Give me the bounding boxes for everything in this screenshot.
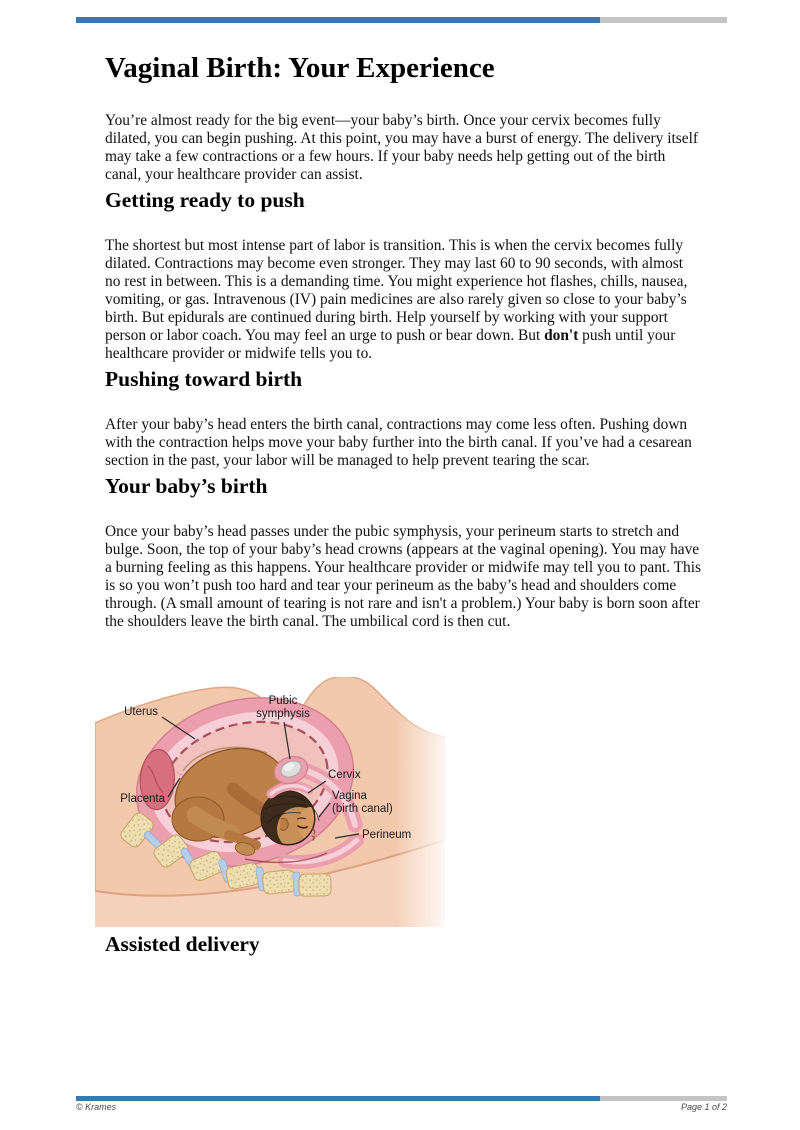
section-heading-your-babys-birth: Your baby’s birth	[105, 474, 268, 498]
section-paragraph-pushing-toward-birth: After your baby’s head enters the birth canal, contractions may come less often. Pushing down with the contraction helps move your baby further into the birth canal. If you’ve had a cesarean section in the past, your labor will be managed to help prevent tearing the scar.	[105, 415, 692, 469]
footer	[76, 1102, 727, 1112]
pubic-symphysis-label-line2: symphysis	[256, 707, 310, 720]
uterus-label: Uterus	[124, 705, 158, 718]
header-accent-bar	[76, 17, 727, 23]
section-paragraph-your-babys-birth: Once your baby’s head passes under the pubic symphysis, your perineum starts to stretch and bulge. Soon, the top of your baby’s head crowns (appears at the vaginal opening). You may have a burning feeling as this happens. Your healthcare provider or midwife may tell you to pant. This is so you won’t push too hard and tear your perineum as the baby’s head and shoulders come through. (A small amount of tearing is not rare and isn't a problem.) Your baby is born soon after the shoulders leave the birth canal. The umbilical cord is then cut.	[105, 522, 701, 630]
bold-emphasis-text: don't	[544, 327, 579, 345]
header-accent-bar-gray	[600, 17, 727, 23]
section-paragraph-getting-ready-to-push	[105, 237, 702, 363]
vagina-label-line2: (birth canal)	[332, 802, 393, 815]
section-heading-pushing-toward-birth: Pushing toward birth	[105, 367, 303, 392]
pubic-symphysis-label-line1: Pubic	[268, 694, 298, 707]
footer-accent-bar-blue	[76, 1096, 600, 1101]
page-title: Vaginal Birth: Your Experience	[105, 52, 495, 84]
placenta-label: Placenta	[120, 792, 165, 805]
header-accent-bar-blue	[76, 17, 600, 23]
baby-ear	[280, 818, 288, 830]
page-number: Page 1 of 2	[680, 1102, 727, 1112]
paragraph-text: The shortest but most intense part of labor is transition. This is when the cervix becomes fully dilated. Contractions may become even stronger. They may last 60 to 90 seconds, with almost no rest in between. This is a demanding time. You might experience hot flashes, chills, nausea, vomiting, or gas. Intravenous (IV) pain medicines are also rarely given so close to your baby’s birth. But epidurals are continued during birth. Help yourself by working with your support person or labor coach. You may feel an urge to push or bear down. But	[105, 237, 688, 345]
section-heading-getting-ready-to-push: Getting ready to push	[105, 188, 305, 213]
footer-accent-bar	[76, 1096, 727, 1101]
intro-paragraph: You’re almost ready for the big event—your baby’s birth. Once your cervix becomes fully dilated, you can begin pushing. At this point, you may have a burst of energy. The delivery itself may take a few contractions or a few hours. If your baby needs help getting out of the birth canal, your healthcare provider can assist.	[105, 112, 698, 184]
birth-anatomy-figure	[95, 677, 702, 932]
fade-overlay	[395, 677, 445, 927]
footer-accent-bar-gray	[600, 1096, 727, 1101]
cervix-label: Cervix	[328, 768, 361, 781]
copyright-text: © Krames	[76, 1102, 117, 1112]
perineum-label: Perineum	[362, 828, 412, 841]
document-content	[105, 52, 702, 981]
paragraph-text: push until your healthcare provider or midwife tells you to.	[105, 327, 676, 363]
vagina-label-line1: Vagina	[332, 789, 367, 802]
birth-illustration	[95, 677, 445, 927]
section-heading-assisted-delivery: Assisted delivery	[105, 931, 260, 956]
